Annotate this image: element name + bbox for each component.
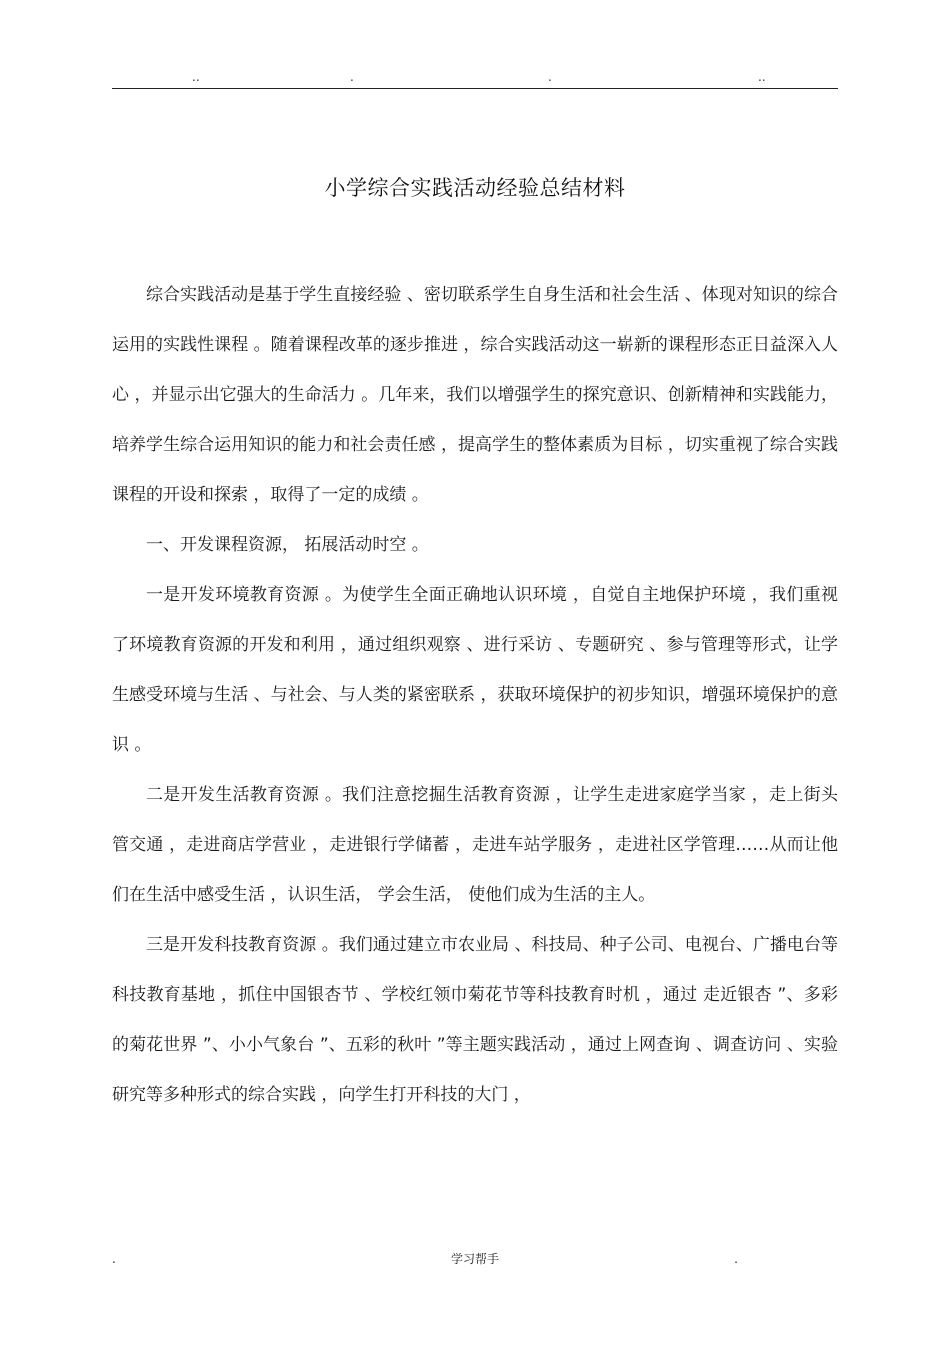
header-mark: . [350,70,354,84]
paragraph-technology: 三是开发科技教育资源 。我们通过建立市农业局 、科技局、种子公司、电视台、广播电台等科技教育基地 ，抓住中国银杏节 、学校红领巾菊花节等科技教育时机 ，通过 走近银杏 ”、多彩的菊花世界 ”、小小气象台 ”、五彩的秋叶 ”等主题实践活动 ，通过上网查询 、调查访问 、实验研究等多种形式的综合实践 ，向学生打开科技的大门 ， [112,935,838,1105]
header-mark: . [548,70,552,84]
header-mark: .. [192,70,200,84]
paragraph-environment: 一是开发环境教育资源 。为使学生全面正确地认识环境 ，自觉自主地保护环境 ，我们重视了环境教育资源的开发和利用 ，通过组织观察 、进行采访 、专题研究 、参与管理等形式，让学生感受环境与生活 、与社会、与人类的紧密联系 ，获取环境保护的初步知识，增强环境保护的意识 。 [112,585,838,755]
footer-mark-right: . [734,1252,738,1266]
header-rule [112,88,838,89]
document-body [112,270,838,1120]
page-footer [112,1250,838,1270]
section-heading: 一、开发课程资源， 拓展活动时空 。 [146,535,429,555]
header-mark: .. [758,70,766,84]
footer-mark-left: . [112,1252,116,1266]
footer-label: 学习帮手 [450,1252,499,1266]
document-title: 小学综合实践活动经验总结材料 [324,176,626,200]
page-header [112,70,838,88]
paragraph-life: 二是开发生活教育资源 。我们注意挖掘生活教育资源 ，让学生走进家庭学当家 ，走上街头管交通 ，走进商店学营业 ，走进银行学储蓄 ，走进车站学服务 ，走进社区学管理……从而让他们在生活中感受生活 ，认识生活， 学会生活， 使他们成为生活的主人。 [112,785,838,905]
paragraph-intro: 综合实践活动是基于学生直接经验 、密切联系学生自身生活和社会生活 、体现对知识的综合运用的实践性课程 。随着课程改革的逐步推进 ，综合实践活动这一崭新的课程形态正日益深入人心 ，并显示出它强大的生命活力 。几年来，我们以增强学生的探究意识、创新精神和实践能力，培养学生综合运用知识的能力和社会责任感 ，提高学生的整体素质为目标 ，切实重视了综合实践课程的开设和探索 ，取得了一定的成绩 。 [112,285,838,505]
